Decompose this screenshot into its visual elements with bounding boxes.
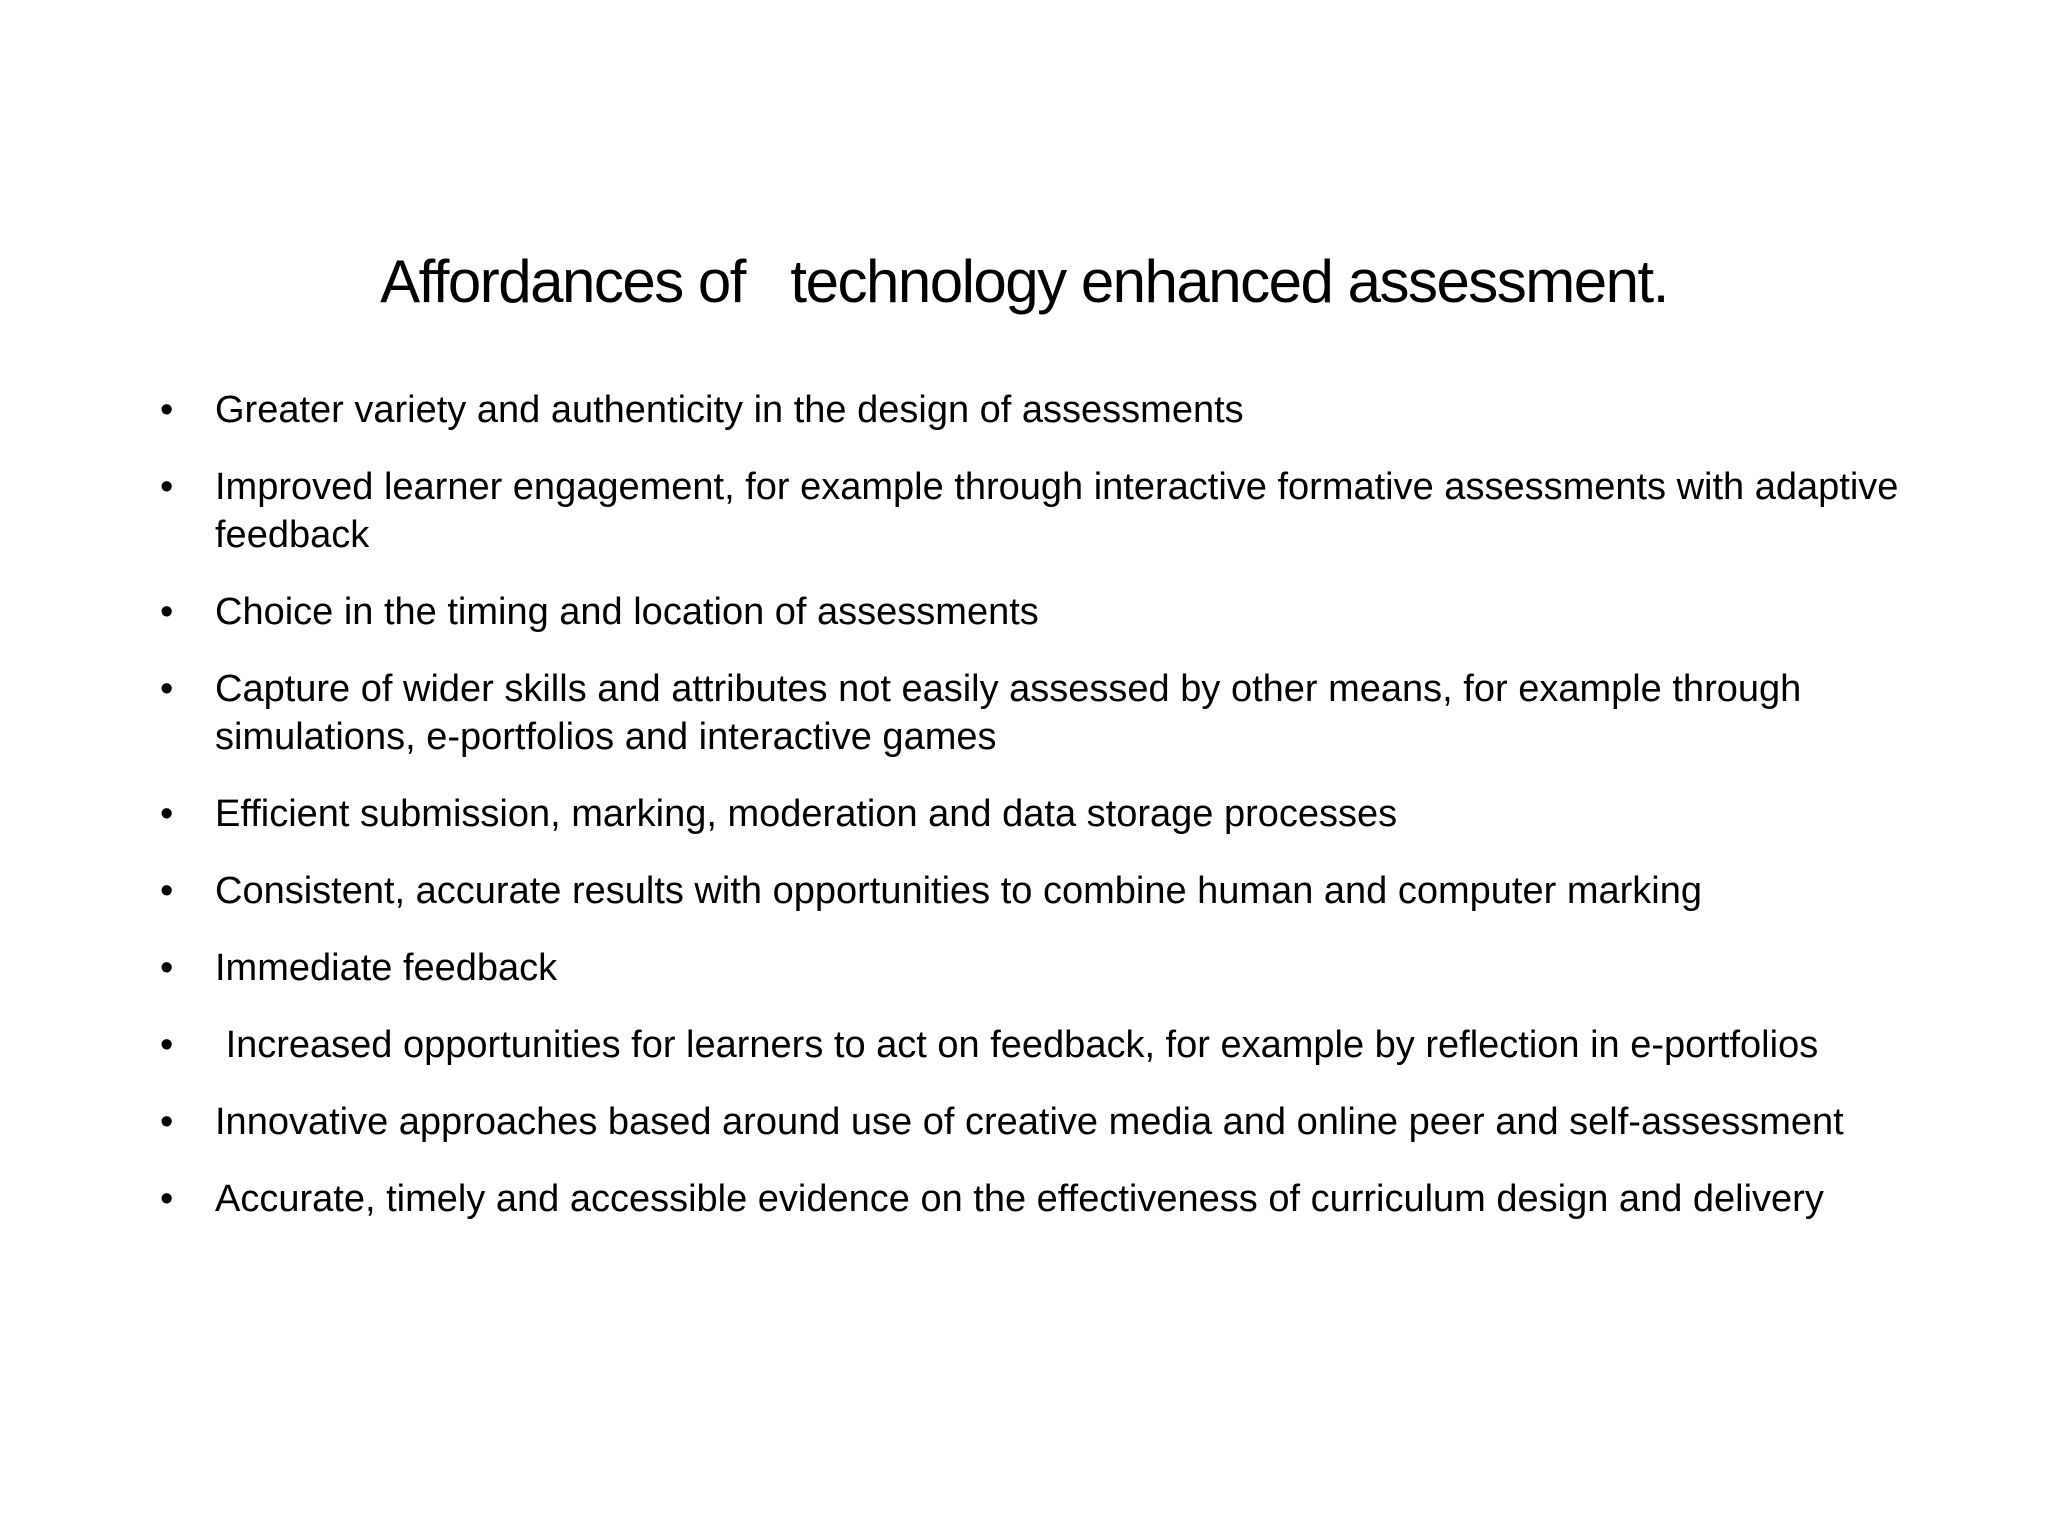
bullet-icon: • (160, 793, 174, 835)
bullet-text: Choice in the timing and location of assessments (215, 591, 1039, 633)
slide-title: Affordances of technology enhanced assessment. (380, 248, 1668, 315)
list-item (160, 944, 1920, 992)
bullet-icon: • (160, 591, 174, 633)
bullet-icon: • (160, 870, 174, 912)
list-item (160, 1021, 1920, 1069)
bullet-list (160, 386, 1920, 1252)
bullet-text: Improved learner engagement, for example through interactive formative assessments with adaptive feedback (215, 466, 1909, 556)
bullet-text: Consistent, accurate results with opportunities to combine human and computer marking (215, 870, 1702, 912)
bullet-icon: • (160, 466, 174, 508)
bullet-icon: • (160, 947, 174, 989)
bullet-text: Greater variety and authenticity in the design of assessments (215, 389, 1244, 431)
list-item (160, 665, 1920, 761)
bullet-text: Immediate feedback (215, 947, 558, 989)
list-item (160, 386, 1920, 434)
list-item (160, 790, 1920, 838)
list-item (160, 1098, 1920, 1146)
list-item (160, 588, 1920, 636)
bullet-text: Capture of wider skills and attributes not easily assessed by other means, for example through simulations, e-portfolios and interactive games (215, 668, 1812, 758)
bullet-icon: • (160, 1024, 174, 1066)
bullet-text: Innovative approaches based around use of creative media and online peer and self-assessment (215, 1101, 1844, 1143)
bullet-icon: • (160, 389, 174, 431)
bullet-icon: • (160, 1101, 174, 1143)
list-item (160, 1175, 1920, 1223)
list-item (160, 463, 1920, 559)
bullet-text: Accurate, timely and accessible evidence on the effectiveness of curriculum design and delivery (215, 1178, 1824, 1220)
list-item (160, 867, 1920, 915)
bullet-text: Efficient submission, marking, moderation and data storage processes (215, 793, 1398, 835)
bullet-icon: • (160, 668, 174, 710)
bullet-text: Increased opportunities for learners to act on feedback, for example by reflection in e-portfolios (215, 1024, 1819, 1066)
bullet-icon: • (160, 1178, 174, 1220)
